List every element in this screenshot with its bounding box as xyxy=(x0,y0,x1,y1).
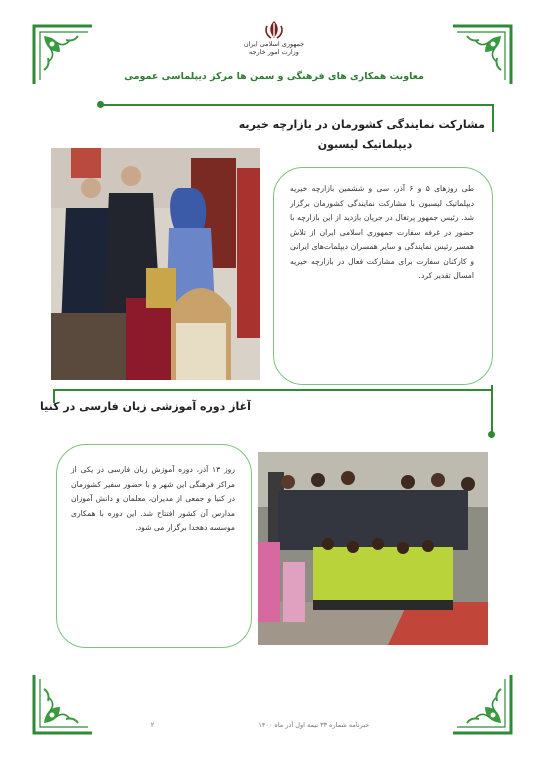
iran-emblem-icon xyxy=(263,20,285,40)
section1-title-line1: مشارکت نمایندگی کشورمان در بازارچه خیریه xyxy=(238,118,485,131)
section1-body: طی روزهای ۵ و ۶ آذر، سی و ششمین بازارچه خیریه دیپلماتیک لیسبون با مشارکت نمایندگی کشورمان برگزار شد. رئیس جمهور پرتغال در جریان بازدید از این بازارچه با حضور در غرفه سفارت جمهوری اسلامی ایران از تلاش همسر رئیس نمایندگی و سایر همسران دیپلمات‌های ایرانی و کارکنان سفارت برای مشارکت فعال در بازارچه خیریه امسال تقدیر کرد. xyxy=(290,184,475,280)
ministry-emblem xyxy=(226,20,322,62)
section1-divider-line xyxy=(103,104,493,106)
corner-ornament-top-right xyxy=(449,22,515,88)
lisbon-bazaar-photo xyxy=(51,148,260,380)
ornament-corner-icon xyxy=(30,671,96,737)
footer-text: خبرنامه شماره ۳۳ نیمه اول آذر ماه ۱۴۰۰ xyxy=(258,721,370,729)
page-number: ۲ xyxy=(150,721,155,729)
section2-divider-line xyxy=(53,389,491,391)
ornament-corner-icon xyxy=(30,22,96,88)
section1-divider-vertical xyxy=(492,104,494,132)
section1-text-card xyxy=(273,167,493,385)
section2-divider-vertical xyxy=(491,385,493,433)
section2-body: روز ۱۳ آذر، دوره آموزش زبان فارسی در یکی از مراکز فرهنگی این شهر و با حضور سفیر کشورمان در کنیا و جمعی از مدیران، معلمان و دانش آموزان مدارس آن کشور افتتاح شد. این دوره با همکاری موسسه دهخدا برگزار می شود. xyxy=(71,465,236,532)
ornament-corner-icon xyxy=(449,671,515,737)
corner-ornament-top-left xyxy=(30,22,96,88)
section1-title-line2: دیپلماتیک لیسبون xyxy=(317,138,413,151)
emblem-line-2: وزارت امور خارجه xyxy=(249,48,299,56)
corner-ornament-bottom-left xyxy=(30,671,96,737)
page-header-title: معاونت همکاری های فرهنگی و سمن ها مرکز دیپلماسی عمومی xyxy=(124,71,424,82)
ornament-corner-icon xyxy=(449,22,515,88)
divider-dot xyxy=(488,431,495,438)
section2-text-card xyxy=(56,444,252,648)
section2-title: آغاز دوره آموزشی زبان فارسی در کنیا xyxy=(40,400,251,413)
kenya-course-photo xyxy=(258,452,488,645)
corner-ornament-bottom-right xyxy=(449,671,515,737)
emblem-line-1: جمهوری اسلامی ایران xyxy=(243,40,305,48)
page-footer xyxy=(110,721,410,729)
